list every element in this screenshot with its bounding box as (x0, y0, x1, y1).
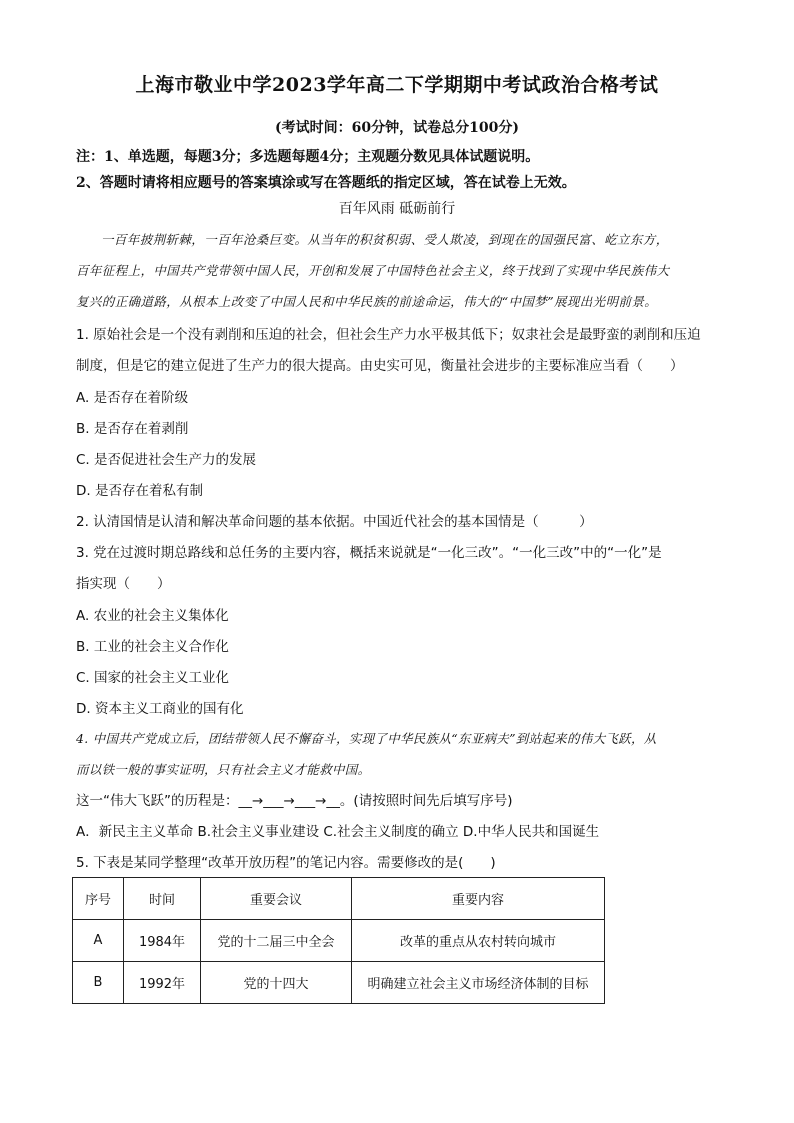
question-5: 5. 下表是某同学整理“改革开放历程”的笔记内容。需要修改的是( ) (76, 855, 496, 871)
table-cell: 1984年 (124, 920, 201, 962)
table-cell: 党的十四大 (201, 962, 352, 1004)
question-3-option-a: A. 农业的社会主义集体化 (76, 608, 229, 624)
exam-subtitle: (考试时间：60分钟，试卷总分100分) (275, 120, 519, 136)
question-4-fill-blank: 这一“伟大飞跃”的历程是：__→___→___→__。(请按照时间先后填写序号) (76, 793, 513, 809)
intro-line: 复兴的正确道路，从根本上改变了中国人民和中华民族的前途命运，伟大的“中国梦”展现出光明前景。 (76, 294, 658, 309)
question-1-option-d: D. 是否存在着私有制 (76, 483, 203, 499)
section-title: 百年风雨 砥砺前行 (338, 201, 456, 217)
question-3 (76, 538, 726, 600)
exam-note-2: 2、答题时请将相应题号的答案填涂或写在答题纸的指定区域，答在试卷上无效。 (76, 175, 576, 191)
table-cell: A (73, 920, 124, 962)
table-header-cell: 重要会议 (201, 878, 352, 920)
question-3-option-d: D. 资本主义工商业的国有化 (76, 701, 244, 717)
question-1-option-b: B. 是否存在着剥削 (76, 421, 189, 437)
exam-title: 上海市敬业中学2023学年高二下学期期中考试政治合格考试 (135, 74, 659, 96)
question-1-line: 制度，但是它的建立促进了生产力的很大提高。由史实可见，衡量社会进步的主要标准应当看（ ） (76, 358, 684, 374)
question-1 (76, 320, 726, 382)
question-3-line: 3. 党在过渡时期总路线和总任务的主要内容，概括来说就是“一化三改”。“一化三改”中的“一化”是 (76, 545, 662, 561)
question-4 (76, 723, 726, 785)
table-cell: 1992年 (124, 962, 201, 1004)
intro-paragraph (76, 224, 726, 317)
question-4-line: 而以铁一般的事实证明，只有社会主义才能救中国。 (76, 762, 371, 777)
table-cell: B (73, 962, 124, 1004)
question-4-choices: A．新民主主义革命 B.社会主义事业建设 C.社会主义制度的确立 D.中华人民共和国诞生 (76, 824, 600, 840)
table-row (73, 920, 605, 962)
question-1-option-c: C. 是否促进社会生产力的发展 (76, 452, 257, 468)
table-cell: 党的十二届三中全会 (201, 920, 352, 962)
question-4-line: 4. 中国共产党成立后，团结带领人民不懈奋斗，实现了中华民族从“东亚病夫”到站起来的伟大飞跃，从 (76, 731, 657, 746)
table-header-cell: 时间 (124, 878, 201, 920)
table-header-row (73, 878, 605, 920)
table-header-cell: 重要内容 (352, 878, 605, 920)
question-3-line: 指实现（ ） (76, 576, 171, 592)
intro-line: 一百年披荆斩棘，一百年沧桑巨变。从当年的积贫积弱、受人欺凌，到现在的国强民富、屹立东方， (101, 232, 669, 247)
question-3-option-c: C. 国家的社会主义工业化 (76, 670, 230, 686)
question-1-line: 1. 原始社会是一个没有剥削和压迫的社会，但社会生产力水平极其低下；奴隶社会是最野蛮的剥削和压迫 (76, 327, 701, 343)
table-row (73, 962, 605, 1004)
table-header-cell: 序号 (73, 878, 124, 920)
table-cell: 明确建立社会主义市场经济体制的目标 (352, 962, 605, 1004)
question-3-option-b: B. 工业的社会主义合作化 (76, 639, 229, 655)
question-1-option-a: A. 是否存在着阶级 (76, 390, 189, 406)
table-cell: 改革的重点从农村转向城市 (352, 920, 605, 962)
question-2: 2. 认清国情是认清和解决革命问题的基本依据。中国近代社会的基本国情是（ ） (76, 514, 593, 530)
exam-note-1: 注：1、单选题，每题3分；多选题每题4分；主观题分数见具体试题说明。 (76, 149, 540, 165)
reform-notes-table (72, 877, 605, 1004)
intro-line: 百年征程上，中国共产党带领中国人民，开创和发展了中国特色社会主义，终于找到了实现中华民族伟大 (76, 263, 670, 278)
